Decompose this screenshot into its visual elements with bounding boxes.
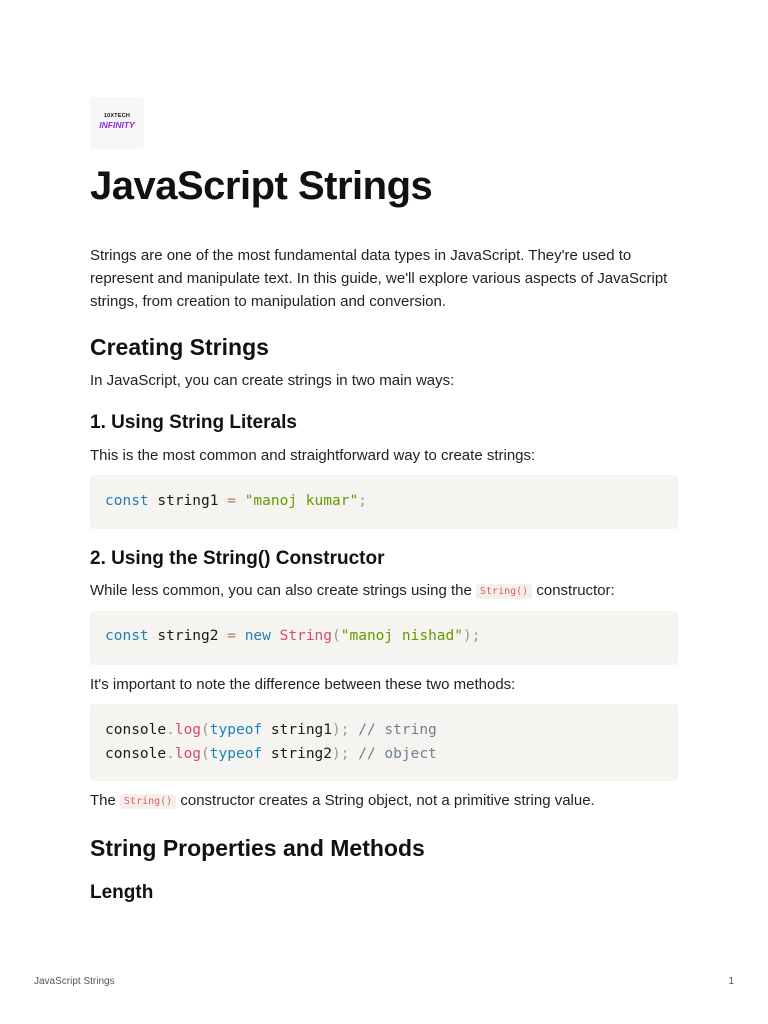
code-line — [105, 624, 678, 648]
code-block-literal — [90, 475, 678, 529]
creating-text: In JavaScript, you can create strings in two main ways: — [90, 372, 455, 389]
code-keyword: typeof — [209, 722, 263, 738]
code-punctuation: . — [166, 746, 175, 762]
code-identifier: string1 — [270, 722, 333, 738]
page-number: 1 — [728, 976, 734, 987]
code-function: log — [174, 722, 202, 738]
note-text — [90, 791, 595, 812]
code-identifier: string2 — [270, 746, 333, 762]
constructor-text-before: While less common, you can also create strings using the — [90, 582, 472, 599]
code-punctuation: ( — [332, 628, 341, 644]
heading-length: Length — [90, 882, 154, 903]
code-string: "manoj kumar" — [244, 493, 359, 509]
code-punctuation: ); — [332, 746, 350, 762]
intro-paragraph: Strings are one of the most fundamental data types in JavaScript. They're used to represent and manipulate text. In this guide, we'll explore various aspects of JavaScript strings, from creation to manipulation and conversion. — [90, 247, 668, 310]
inline-code: String() — [120, 794, 176, 809]
footer-title: JavaScript Strings — [34, 976, 115, 987]
code-comment: // object — [358, 746, 437, 762]
code-keyword: const — [105, 493, 149, 509]
code-operator: = — [227, 628, 236, 644]
code-keyword: typeof — [209, 746, 263, 762]
note-text-before: The — [90, 792, 116, 809]
code-line — [105, 489, 678, 513]
code-identifier: console — [105, 722, 167, 738]
code-punctuation: ( — [201, 722, 210, 738]
constructor-text-after: constructor: — [536, 582, 615, 599]
page-title: JavaScript Strings — [90, 164, 433, 208]
code-identifier: console — [105, 746, 167, 762]
inline-code: String() — [476, 584, 532, 599]
difference-text: It's important to note the difference between these two methods: — [90, 676, 516, 693]
code-punctuation: ( — [201, 746, 210, 762]
code-keyword: const — [105, 628, 149, 644]
heading-creating-strings: Creating Strings — [90, 334, 269, 360]
code-function: String — [279, 628, 333, 644]
logo — [90, 97, 144, 149]
heading-string-literals: 1. Using String Literals — [90, 412, 297, 433]
constructor-text — [90, 581, 615, 602]
code-identifier: string2 — [157, 628, 219, 644]
code-identifier: string1 — [157, 493, 219, 509]
heading-string-constructor: 2. Using the String() Constructor — [90, 548, 385, 569]
code-block-constructor — [90, 611, 678, 665]
logo-line-2: INFINITY — [99, 120, 135, 130]
code-line — [105, 742, 678, 766]
code-block-console — [90, 704, 678, 781]
literals-text: This is the most common and straightforward way to create strings: — [90, 447, 536, 464]
code-punctuation: ); — [462, 628, 481, 644]
code-operator: = — [227, 493, 236, 509]
heading-string-properties: String Properties and Methods — [90, 835, 425, 861]
code-string: "manoj nishad" — [340, 628, 463, 644]
code-line — [105, 718, 678, 742]
code-punctuation: ); — [332, 722, 350, 738]
logo-line-1: 10XTECH — [103, 113, 131, 119]
code-punctuation: . — [166, 722, 175, 738]
code-keyword-new: new — [244, 628, 271, 644]
code-function: log — [174, 746, 202, 762]
code-punctuation: ; — [358, 493, 367, 509]
code-comment: // string — [358, 722, 437, 738]
note-text-after: constructor creates a String object, not a primitive string value. — [180, 792, 595, 809]
